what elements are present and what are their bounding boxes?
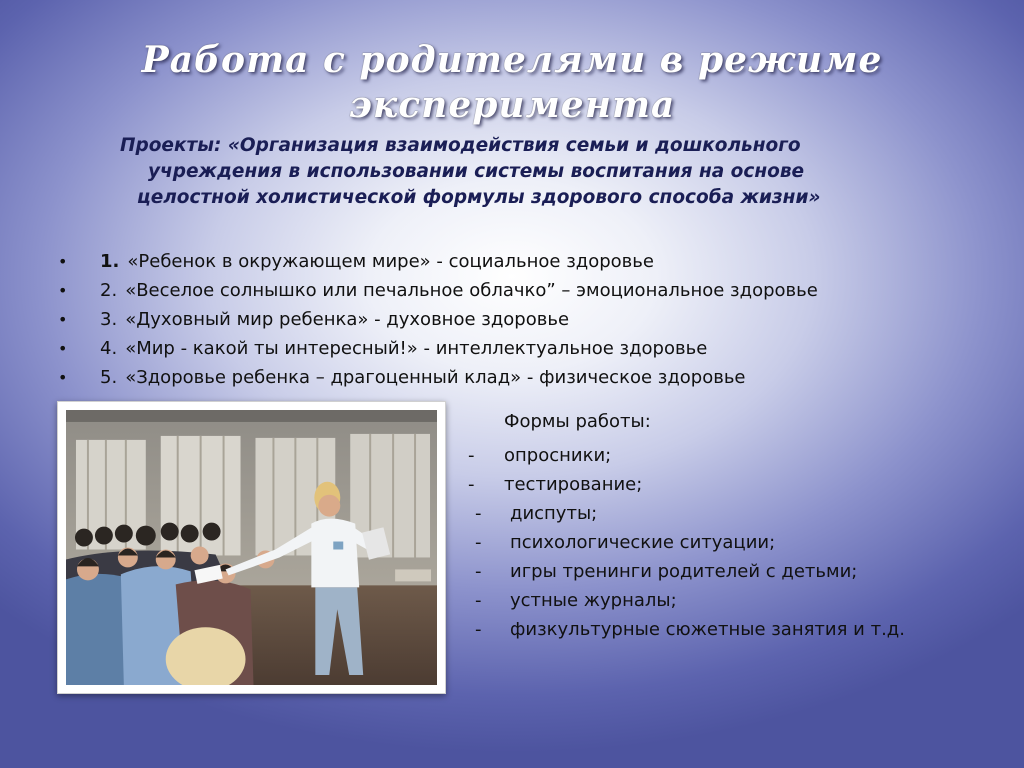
dash-icon: - <box>475 619 482 640</box>
slide-title: Работа с родителями в режиме эксперимента <box>141 39 883 126</box>
dash-icon: - <box>475 503 482 524</box>
project-text: «Здоровье ребенка – драгоценный клад» - физическое здоровье <box>125 367 746 388</box>
form-text: устные журналы; <box>510 590 677 611</box>
bullet-icon: • <box>58 281 68 300</box>
project-number: 2. <box>100 280 118 301</box>
subtitle-line-1: Проекты: «Организация взаимодействия семьи и дошкольного <box>120 135 801 156</box>
dash-icon: - <box>475 532 482 553</box>
project-text: «Ребенок в окружающем мире» - социальное здоровье <box>127 251 654 272</box>
project-text: «Веселое солнышко или печальное облачко” – эмоциональное здоровье <box>125 280 818 301</box>
project-number: 1. <box>100 251 120 272</box>
project-item <box>58 247 958 276</box>
forms-title: Формы работы: <box>504 411 651 432</box>
project-number: 5. <box>100 367 118 388</box>
projects-list <box>58 247 958 392</box>
project-number: 4. <box>100 338 118 359</box>
form-text: игры тренинги родителей с детьми; <box>510 561 858 582</box>
subtitle-line-2: учреждения в использовании системы воспитания на основе <box>148 161 805 182</box>
form-text: тестирование; <box>504 474 643 495</box>
project-item <box>58 363 958 392</box>
bullet-icon: • <box>58 368 68 387</box>
form-text: опросники; <box>504 445 612 466</box>
subtitle-line-3: целостной холистической формулы здорового способа жизни» <box>137 187 821 208</box>
project-item <box>58 305 958 334</box>
form-text: диспуты; <box>510 503 598 524</box>
project-text: «Духовный мир ребенка» - духовное здоровье <box>125 309 570 330</box>
project-item <box>58 276 958 305</box>
project-text: «Мир - какой ты интересный!» - интеллектуальное здоровье <box>125 338 708 359</box>
bullet-icon: • <box>58 252 68 271</box>
dash-icon: - <box>475 561 482 582</box>
bullet-icon: • <box>58 310 68 329</box>
dash-icon: - <box>468 474 475 495</box>
project-number: 3. <box>100 309 118 330</box>
dash-icon: - <box>475 590 482 611</box>
workshop-photo <box>66 410 437 685</box>
form-text: психологические ситуации; <box>510 532 776 553</box>
slide-subtitle <box>120 133 950 211</box>
bullet-icon: • <box>58 339 68 358</box>
photo-frame <box>57 401 446 694</box>
dash-icon: - <box>468 445 475 466</box>
form-text: физкультурные сюжетные занятия и т.д. <box>510 619 905 640</box>
project-item <box>58 334 958 363</box>
